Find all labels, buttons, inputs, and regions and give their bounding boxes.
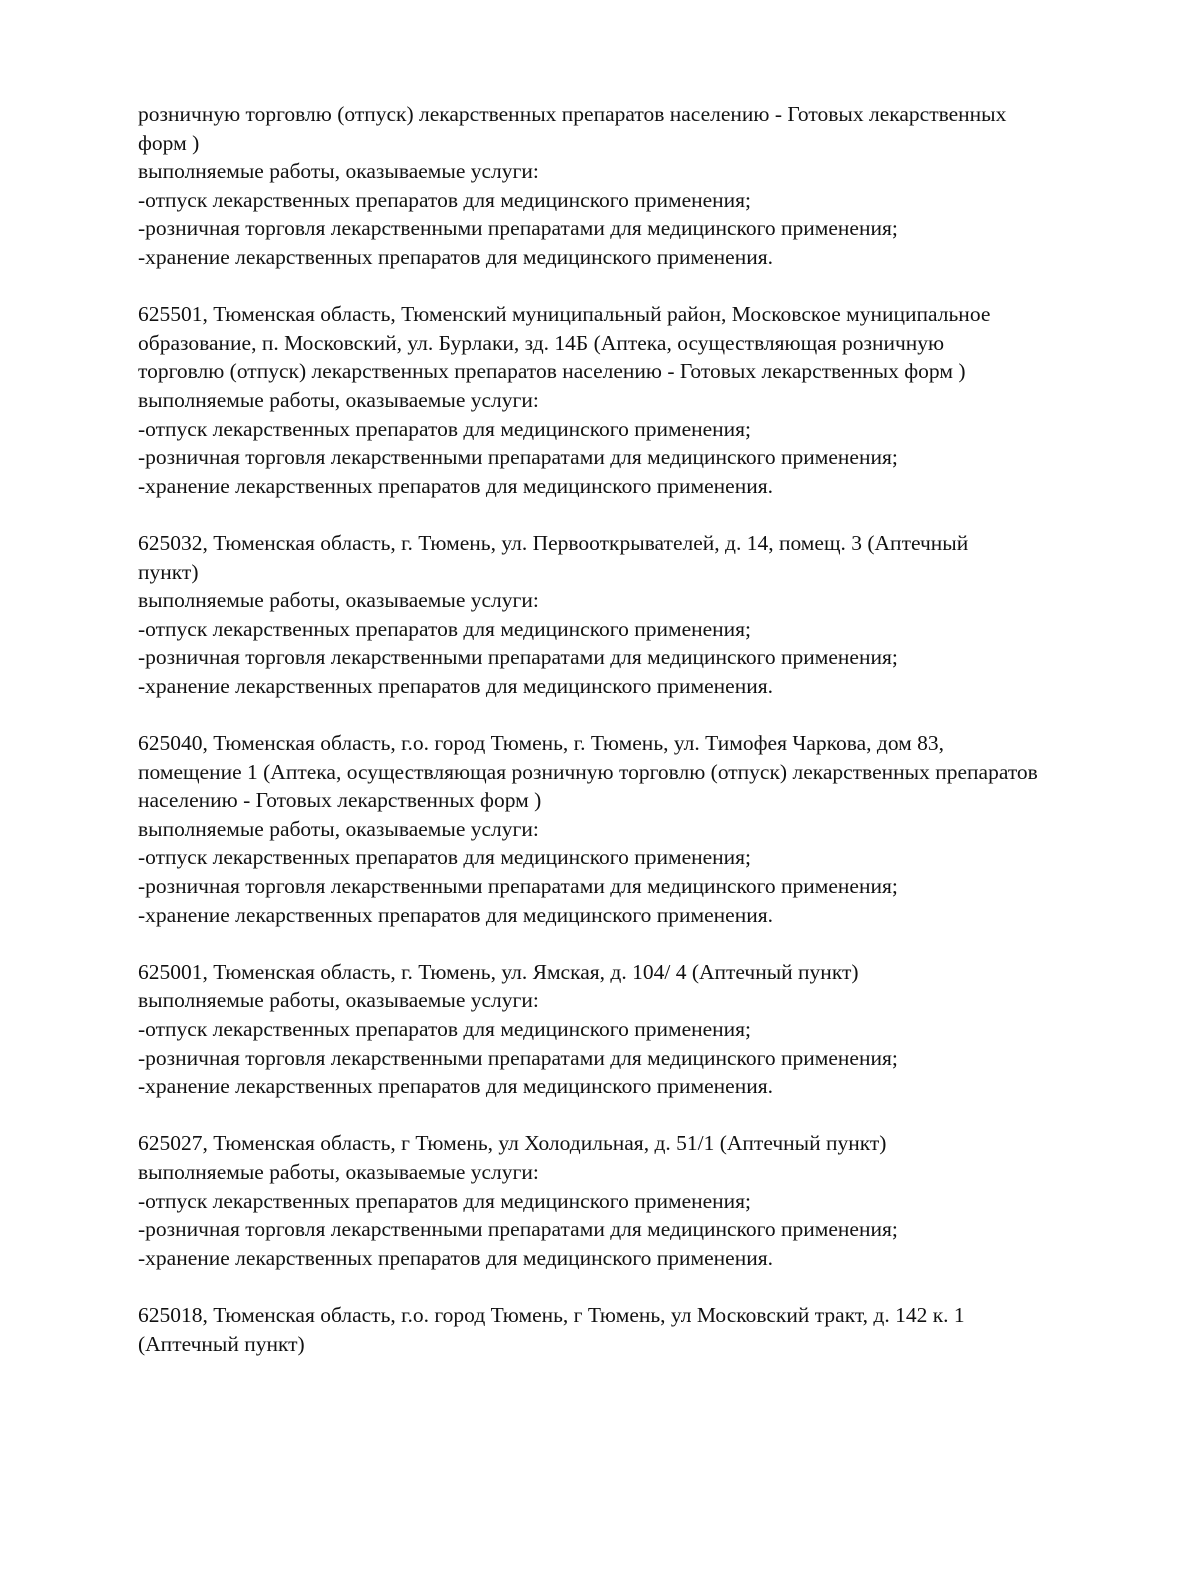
address-block	[138, 300, 1138, 500]
address-block	[138, 1129, 1138, 1272]
text-line: розничную торговлю (отпуск) лекарственных препаратов населению - Готовых лекарственных	[138, 102, 1007, 126]
document-page	[138, 100, 1138, 1387]
service-item: -розничная торговля лекарственными препаратами для медицинского применения;	[138, 1045, 898, 1070]
service-item: -отпуск лекарственных препаратов для медицинского применения;	[138, 416, 752, 441]
service-item: -розничная торговля лекарственными препаратами для медицинского применения;	[138, 216, 898, 241]
address-line: (Аптечный пункт)	[138, 1331, 305, 1356]
services-heading: выполняемые работы, оказываемые услуги:	[138, 588, 539, 613]
address-line: 625032, Тюменская область, г. Тюмень, ул. Первооткрывателей, д. 14, помещ. 3 (Аптечный	[138, 530, 969, 555]
service-item: -отпуск лекарственных препаратов для медицинского применения;	[138, 616, 752, 641]
address-line: образование, п. Московский, ул. Бурлаки, зд. 14Б (Аптека, осуществляющая розничную	[138, 330, 945, 355]
address-block	[138, 1301, 1138, 1358]
service-item: -отпуск лекарственных препаратов для медицинского применения;	[138, 1188, 752, 1213]
service-item: -отпуск лекарственных препаратов для медицинского применения;	[138, 845, 752, 870]
services-heading: выполняемые работы, оказываемые услуги:	[138, 988, 539, 1013]
service-item: -хранение лекарственных препаратов для медицинского применения.	[138, 673, 773, 698]
address-line: 625001, Тюменская область, г. Тюмень, ул. Ямская, д. 104/ 4 (Аптечный пункт)	[138, 959, 859, 984]
services-heading: выполняемые работы, оказываемые услуги:	[138, 816, 539, 841]
address-block	[138, 958, 1138, 1101]
services-heading: выполняемые работы, оказываемые услуги:	[138, 159, 539, 184]
address-block	[138, 100, 1138, 272]
service-item: -розничная торговля лекарственными препаратами для медицинского применения;	[138, 874, 898, 899]
service-item: -отпуск лекарственных препаратов для медицинского применения;	[138, 1017, 752, 1041]
service-item: -розничная торговля лекарственными препаратами для медицинского применения;	[138, 1217, 898, 1242]
services-heading: выполняемые работы, оказываемые услуги:	[138, 1159, 539, 1184]
service-item: -хранение лекарственных препаратов для медицинского применения.	[138, 244, 773, 269]
address-block	[138, 729, 1138, 929]
address-line: 625027, Тюменская область, г Тюмень, ул Холодильная, д. 51/1 (Аптечный пункт)	[138, 1131, 887, 1156]
address-line: 625501, Тюменская область, Тюменский муниципальный район, Московское муниципальное	[138, 302, 991, 327]
address-line: 625040, Тюменская область, г.о. город Тюмень, г. Тюмень, ул. Тимофея Чаркова, дом 83,	[138, 731, 945, 756]
address-block	[138, 529, 1138, 701]
address-line: помещение 1 (Аптека, осуществляющая розничную торговлю (отпуск) лекарственных препаратов	[138, 759, 1038, 784]
service-item: -хранение лекарственных препаратов для медицинского применения.	[138, 1074, 773, 1099]
address-line: населению - Готовых лекарственных форм )	[138, 788, 542, 813]
address-line: пункт)	[138, 559, 199, 584]
address-line: торговлю (отпуск) лекарственных препаратов населению - Готовых лекарственных форм )	[138, 359, 966, 384]
service-item: -розничная торговля лекарственными препаратами для медицинского применения;	[138, 445, 898, 470]
address-line: 625018, Тюменская область, г.о. город Тюмень, г Тюмень, ул Московский тракт, д. 142 к. 1	[138, 1302, 965, 1327]
service-item: -розничная торговля лекарственными препаратами для медицинского применения;	[138, 645, 898, 670]
services-heading: выполняемые работы, оказываемые услуги:	[138, 387, 539, 412]
text-line: форм )	[138, 130, 200, 155]
service-item: -хранение лекарственных препаратов для медицинского применения.	[138, 902, 773, 927]
service-item: -хранение лекарственных препаратов для медицинского применения.	[138, 1245, 773, 1270]
service-item: -хранение лекарственных препаратов для медицинского применения.	[138, 473, 773, 498]
service-item: -отпуск лекарственных препаратов для медицинского применения;	[138, 187, 752, 212]
